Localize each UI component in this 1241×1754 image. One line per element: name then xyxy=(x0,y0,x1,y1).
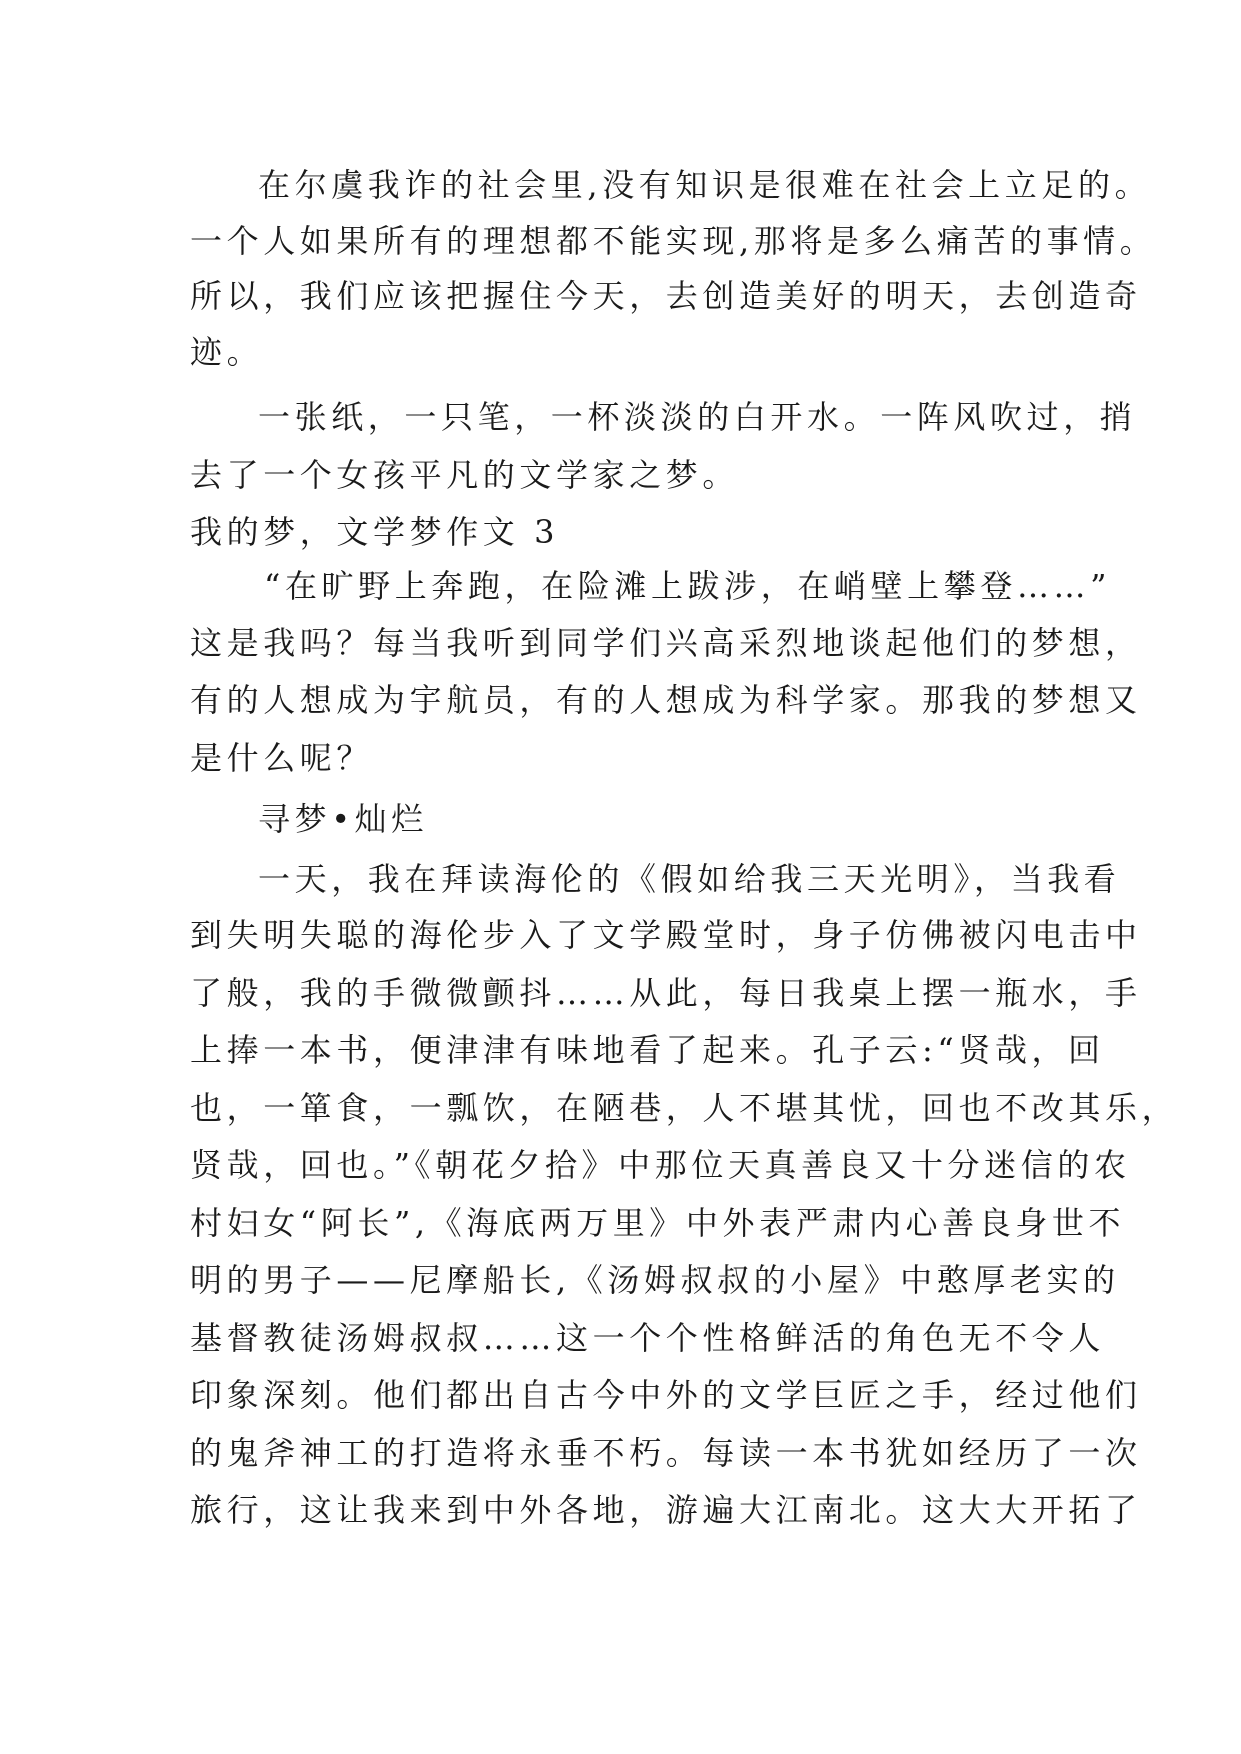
paragraph-line: 迹。 xyxy=(190,333,264,371)
paragraph-line: 一个人如果所有的理想都不能实现,那将是多么痛苦的事情。 xyxy=(190,222,1157,260)
paragraph-line: 去了一个女孩平凡的文学家之梦。 xyxy=(190,456,740,494)
paragraph-line: 村妇女“阿长”,《海底两万里》中外表严肃内心善良身世不 xyxy=(190,1204,1126,1242)
paragraph-line: 贤哉，回也。”《朝花夕拾》中那位天真善良又十分迷信的农 xyxy=(190,1146,1131,1184)
paragraph-line: 一张纸，一只笔，一杯淡淡的白开水。一阵风吹过，捎 xyxy=(258,398,1137,436)
paragraph-line: 旅行，这让我来到中外各地，游遍大江南北。这大大开拓了 xyxy=(190,1491,1142,1529)
paragraph-line: 也，一箪食，一瓢饮，在陋巷，人不堪其忧，回也不改其乐， xyxy=(190,1089,1179,1127)
paragraph-line: 基督教徒汤姆叔叔……这一个个性格鲜活的角色无不令人 xyxy=(190,1319,1106,1357)
paragraph-line: 是什么呢？ xyxy=(190,739,374,777)
paragraph-line: 这是我吗？每当我听到同学们兴高采烈地谈起他们的梦想， xyxy=(190,624,1142,662)
paragraph-line: 一天，我在拜读海伦的《假如给我三天光明》，当我看 xyxy=(258,860,1121,898)
paragraph-line: 所以，我们应该把握住今天，去创造美好的明天，去创造奇 xyxy=(190,277,1142,315)
section-title: 我的梦，文学梦作文 3 xyxy=(190,513,560,551)
paragraph-line: 明的男子——尼摩船长,《汤姆叔叔的小屋》中憨厚老实的 xyxy=(190,1261,1120,1299)
paragraph-line: 的鬼斧神工的打造将永垂不朽。每读一本书犹如经历了一次 xyxy=(190,1434,1142,1472)
paragraph-line: “在旷野上奔跑，在险滩上跋涉，在峭壁上攀登……” xyxy=(264,567,1112,605)
paragraph-line: 印象深刻。他们都出自古今中外的文学巨匠之手，经过他们 xyxy=(190,1376,1142,1414)
paragraph-line: 上捧一本书，便津津有味地看了起来。孔子云:“贤哉，回 xyxy=(190,1031,1105,1069)
paragraph-line: 有的人想成为宇航员，有的人想成为科学家。那我的梦想又 xyxy=(190,681,1142,719)
subheading: 寻梦•灿烂 xyxy=(258,800,428,838)
paragraph-line: 在尔虞我诈的社会里,没有知识是很难在社会上立足的。 xyxy=(258,166,1152,204)
paragraph-line: 了般，我的手微微颤抖……从此，每日我桌上摆一瓶水，手 xyxy=(190,974,1142,1012)
paragraph-line: 到失明失聪的海伦步入了文学殿堂时，身子仿佛被闪电击中 xyxy=(190,916,1142,954)
